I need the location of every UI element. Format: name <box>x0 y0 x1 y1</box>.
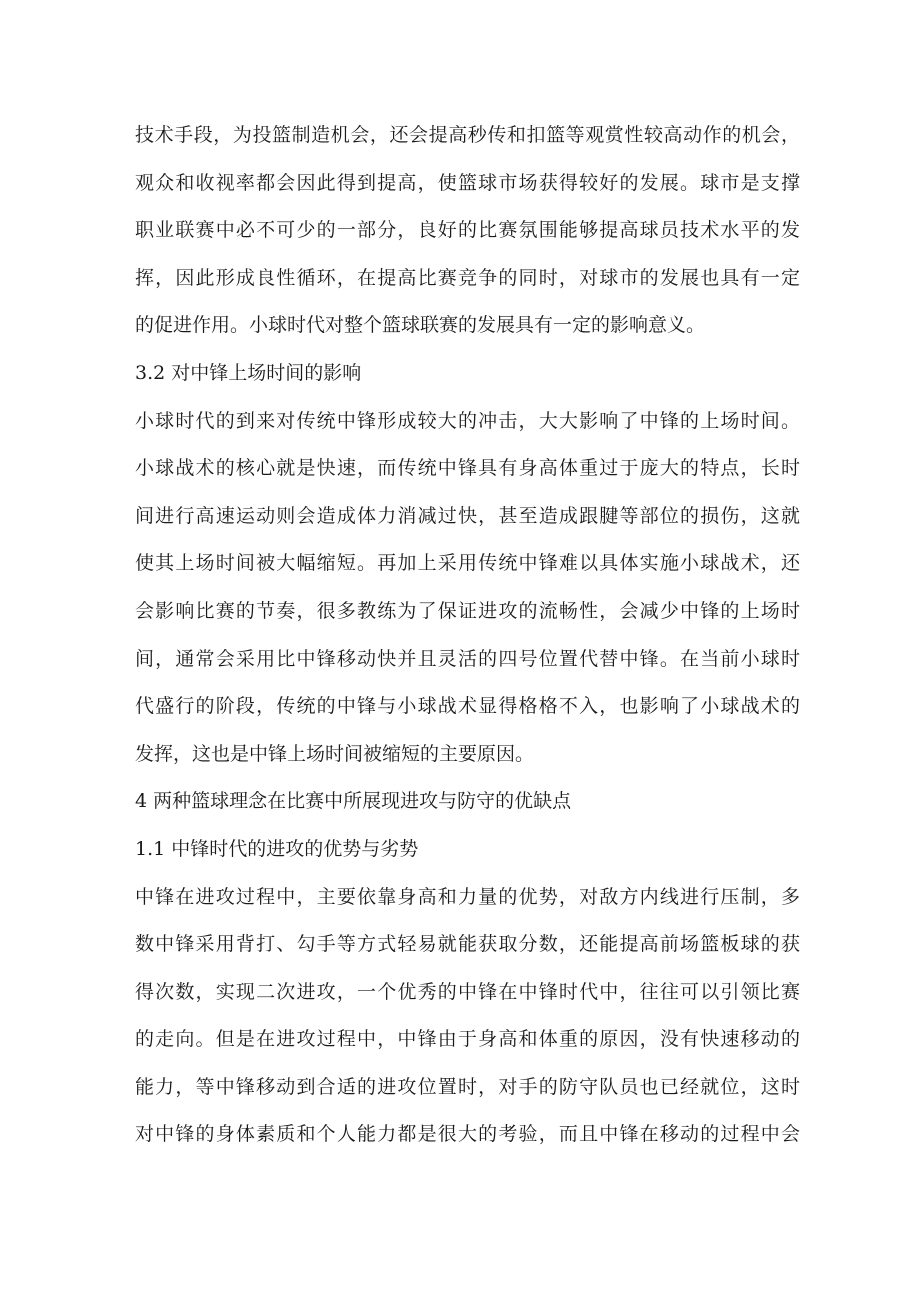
text-line: 小球时代的到来对传统中锋形成较大的冲击，大大影响了中锋的上场时间。 <box>135 409 800 432</box>
text-line: 会影响比赛的节奏，很多教练为了保证进攻的流畅性，会减少中锋的上场时 <box>135 599 800 622</box>
text-line: 的走向。但是在进攻过程中，中锋由于身高和体重的原因，没有快速移动的 <box>135 1028 800 1051</box>
text-line: 发挥，这也是中锋上场时间被缩短的主要原因。 <box>135 742 535 765</box>
text-line: 使其上场时间被大幅缩短。再加上采用传统中锋难以具体实施小球战术，还 <box>135 552 800 575</box>
text-line: 观众和收视率都会因此得到提高，使篮球市场获得较好的发展。球市是支撑 <box>135 171 800 194</box>
text-line: 中锋在进攻过程中，主要依靠身高和力量的优势，对敌方内线进行压制，多 <box>135 885 800 908</box>
text-line: 小球战术的核心就是快速，而传统中锋具有身高体重过于庞大的特点，长时 <box>135 457 800 480</box>
text-line: 能力，等中锋移动到合适的进攻位置时，对手的防守队员也已经就位，这时 <box>135 1075 800 1098</box>
body-text <box>135 112 800 1159</box>
text-line: 代盛行的阶段，传统的中锋与小球战术显得格格不入，也影响了小球战术的 <box>135 695 800 718</box>
text-line: 数中锋采用背打、勾手等方式轻易就能获取分数，还能提高前场篮板球的获 <box>135 933 800 956</box>
text-line: 间，通常会采用比中锋移动快并且灵活的四号位置代替中锋。在当前小球时 <box>135 647 800 670</box>
text-line: 得次数，实现二次进攻，一个优秀的中锋在中锋时代中，往往可以引领比赛 <box>135 980 800 1003</box>
section-heading: 3.2 对中锋上场时间的影响 <box>135 361 362 384</box>
text-line: 挥，因此形成良性循环，在提高比赛竞争的同时，对球市的发展也具有一定 <box>135 266 800 289</box>
text-line: 的促进作用。小球时代对整个篮球联赛的发展具有一定的影响意义。 <box>135 314 706 337</box>
text-line: 间进行高速运动则会造成体力消减过快，甚至造成跟腱等部位的损伤，这就 <box>135 504 800 527</box>
text-line: 对中锋的身体素质和个人能力都是很大的考验，而且中锋在移动的过程中会 <box>135 1123 800 1146</box>
text-line: 技术手段，为投篮制造机会，还会提高秒传和扣篮等观赏性较高动作的机会， <box>135 124 800 146</box>
subsection-heading: 1.1 中锋时代的进攻的优势与劣势 <box>135 837 419 860</box>
text-line: 职业联赛中必不可少的一部分，良好的比赛氛围能够提高球员技术水平的发 <box>135 219 800 242</box>
section-heading: 4 两种篮球理念在比赛中所展现进攻与防守的优缺点 <box>135 790 572 813</box>
